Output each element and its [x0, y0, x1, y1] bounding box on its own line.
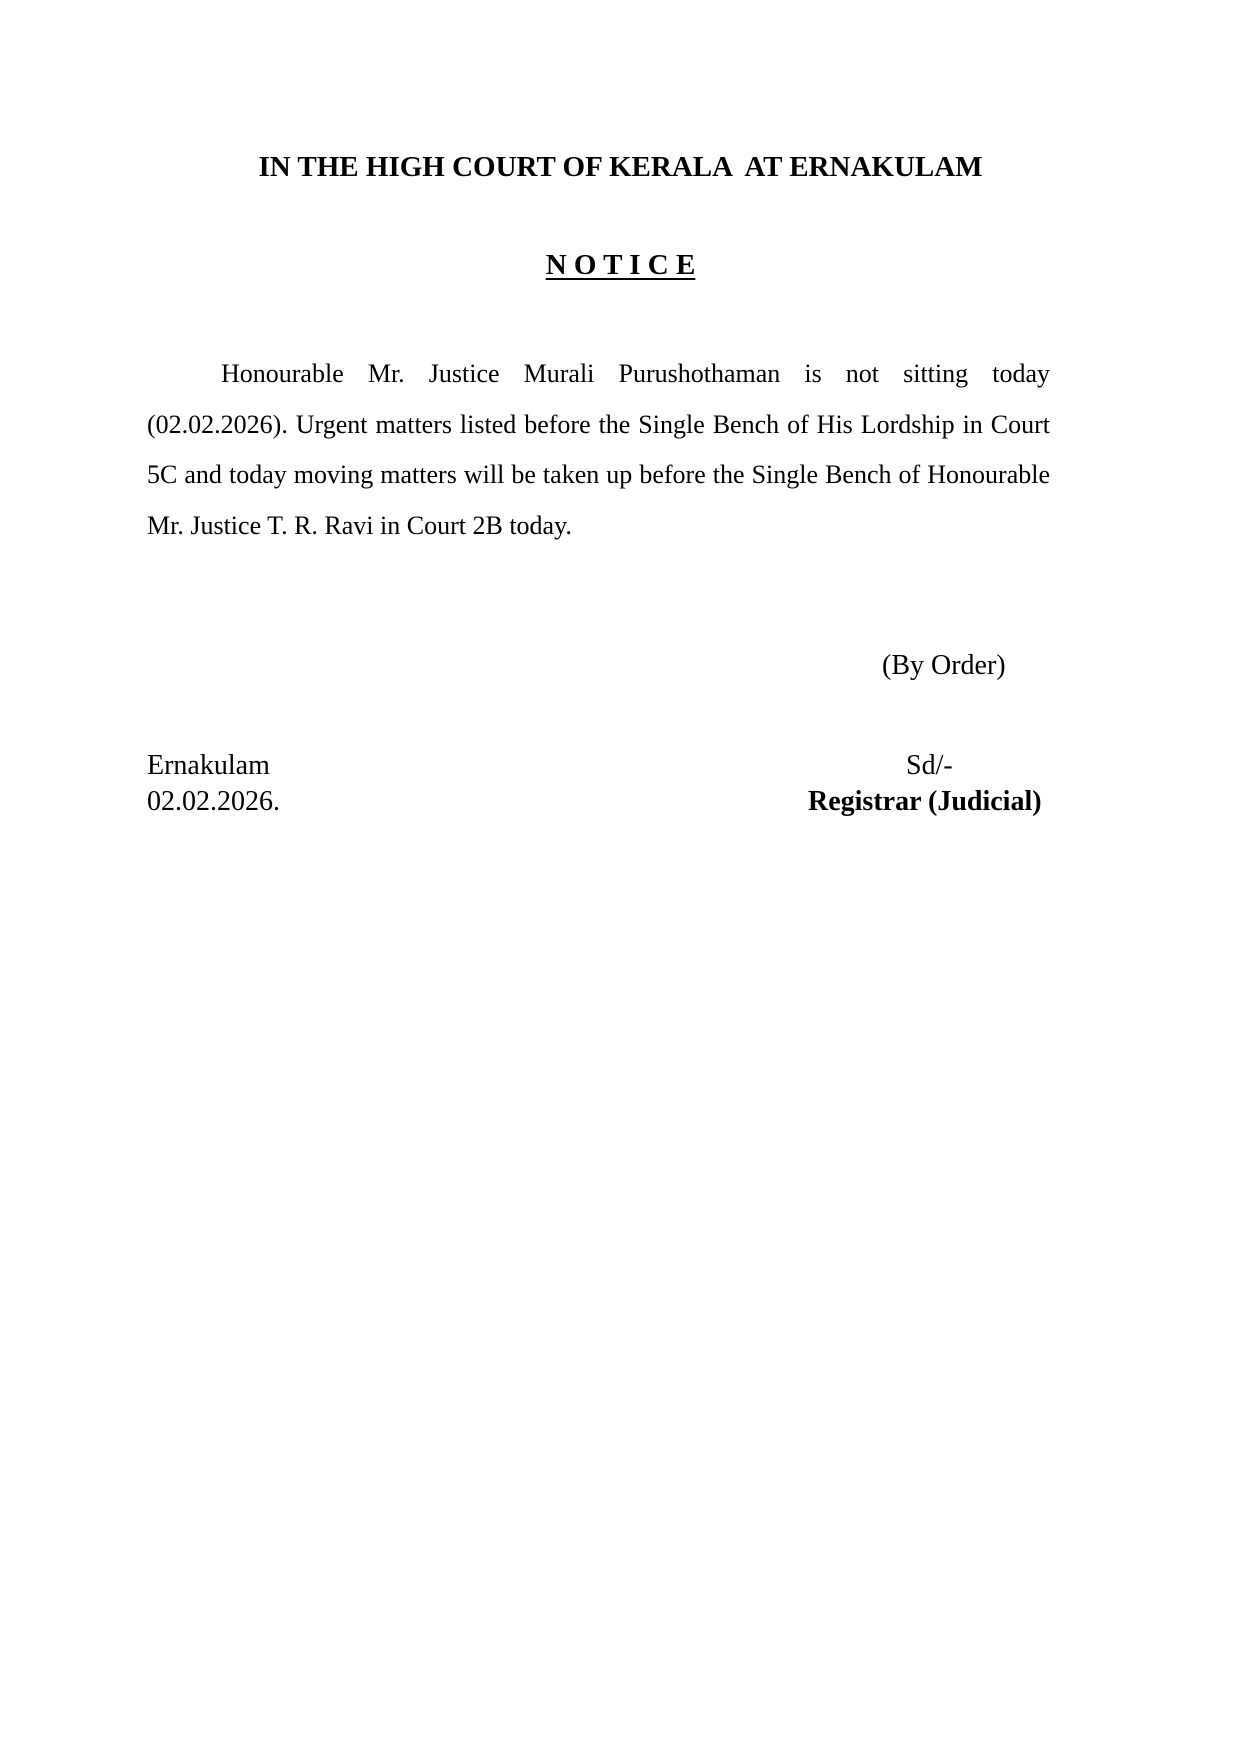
notice-title: N O T I C E: [545, 249, 696, 281]
date-label: 02.02.2026.: [147, 786, 280, 817]
signature-mark: Sd/-: [906, 750, 953, 781]
place-label: Ernakulam: [147, 750, 270, 781]
registrar-designation: Registrar (Judicial): [808, 786, 1042, 817]
notice-body: Honourable Mr. Justice Murali Purushothaman is not sitting today (02.02.2026). Urgent matters listed before the Single Bench of His Lordship in Court 5C and today moving matters will be taken up before the Single Bench of Honourable Mr. Justice T. R. Ravi in Court 2B today.: [147, 359, 1050, 540]
court-heading: IN THE HIGH COURT OF KERALA AT ERNAKULAM: [258, 151, 983, 183]
by-order-label: (By Order): [882, 650, 1006, 681]
